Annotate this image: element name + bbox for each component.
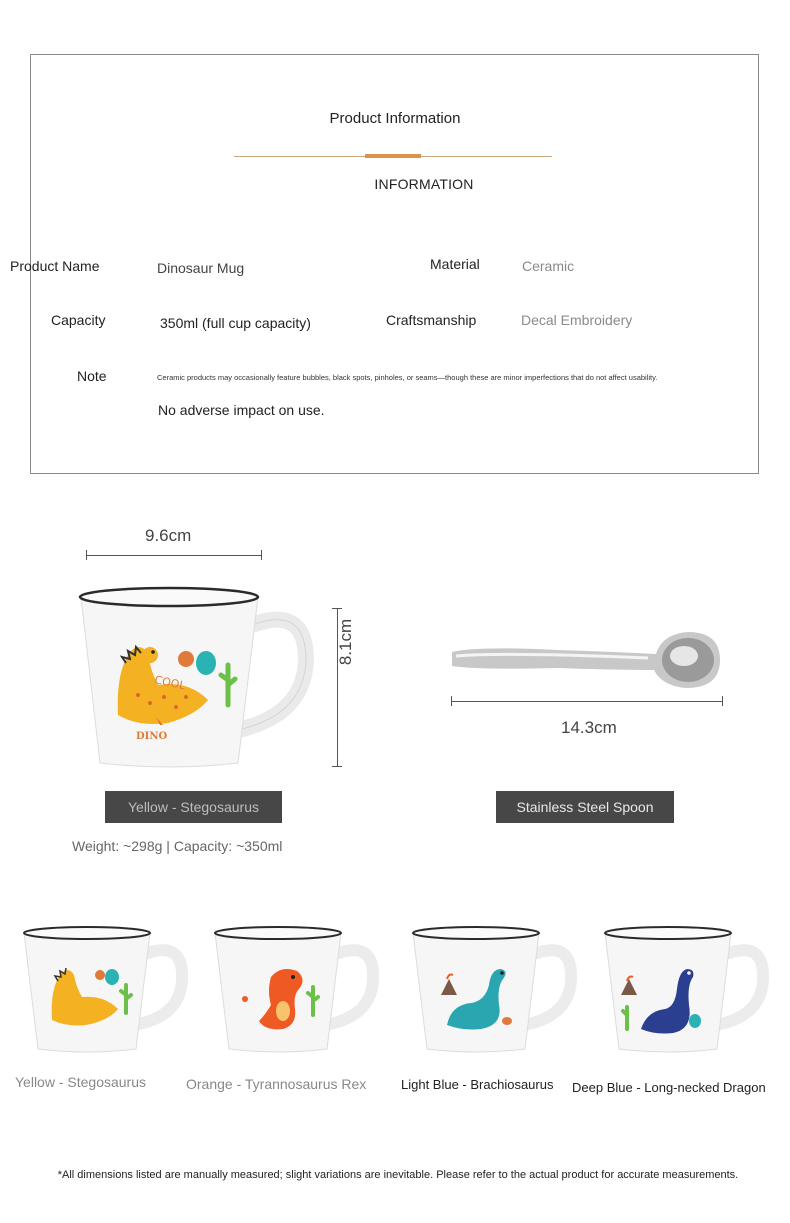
title-divider-accent: [365, 154, 421, 158]
spoon-length-tick-right: [722, 696, 723, 706]
mug-width-tick-left: [86, 550, 87, 560]
variant-label-orange: Orange - Tyrannosaurus Rex: [186, 1076, 367, 1092]
mug-height-tick-bottom: [332, 766, 342, 767]
variant-label-light-blue: Light Blue - Brachiosaurus: [401, 1077, 554, 1092]
variant-label-yellow: Yellow - Stegosaurus: [15, 1074, 147, 1090]
craftsmanship-value: Decal Embroidery: [521, 312, 633, 328]
variant-mug-orange: [213, 925, 378, 1055]
spoon-tag: Stainless Steel Spoon: [496, 791, 674, 823]
mug-height-text: 8.1cm: [336, 618, 355, 666]
mug-width-tick-right: [261, 550, 262, 560]
variant-mug-yellow: [22, 925, 187, 1055]
spoon-image: [448, 630, 728, 692]
note-detail: Ceramic products may occasionally feature bubbles, black spots, pinholes, or seams—though these are minor imperfections that do not affect usability.: [157, 373, 658, 382]
product-name-value: Dinosaur Mug: [157, 260, 245, 276]
material-label: Material: [430, 256, 480, 272]
spoon-length-text: 14.3cm: [561, 718, 617, 737]
variant-mug-light-blue: [411, 925, 576, 1055]
mug-color-tag: Yellow - Stegosaurus: [105, 791, 282, 823]
weight-capacity-text: Weight: ~298g | Capacity: ~350ml: [72, 838, 283, 854]
note-main: No adverse impact on use.: [158, 402, 325, 418]
spoon-length-tick-left: [451, 696, 452, 706]
footer-disclaimer: *All dimensions listed are manually measured; slight variations are inevitable. Please refer to the actual product for accurate measurements.: [57, 1169, 739, 1181]
product-name-label: Product Name: [10, 258, 100, 274]
info-subtitle: INFORMATION: [374, 176, 474, 192]
mug-dino-text: DINO: [136, 731, 168, 742]
mug-width-line: [86, 555, 262, 556]
main-mug-image: [78, 585, 313, 770]
spoon-length-line: [451, 701, 723, 702]
craftsmanship-label: Craftsmanship: [386, 312, 477, 328]
note-label: Note: [77, 368, 107, 384]
mug-cool-text: COOL: [153, 673, 187, 693]
material-value: Ceramic: [522, 258, 575, 274]
mug-height-tick-top: [332, 608, 342, 609]
variant-label-deep-blue: Deep Blue - Long-necked Dragon: [572, 1080, 766, 1095]
capacity-label: Capacity: [51, 312, 106, 328]
capacity-value: 350ml (full cup capacity): [160, 315, 311, 331]
mug-width-text: 9.6cm: [145, 526, 192, 545]
variant-mug-deep-blue: [603, 925, 768, 1055]
info-title: Product Information: [329, 110, 461, 127]
